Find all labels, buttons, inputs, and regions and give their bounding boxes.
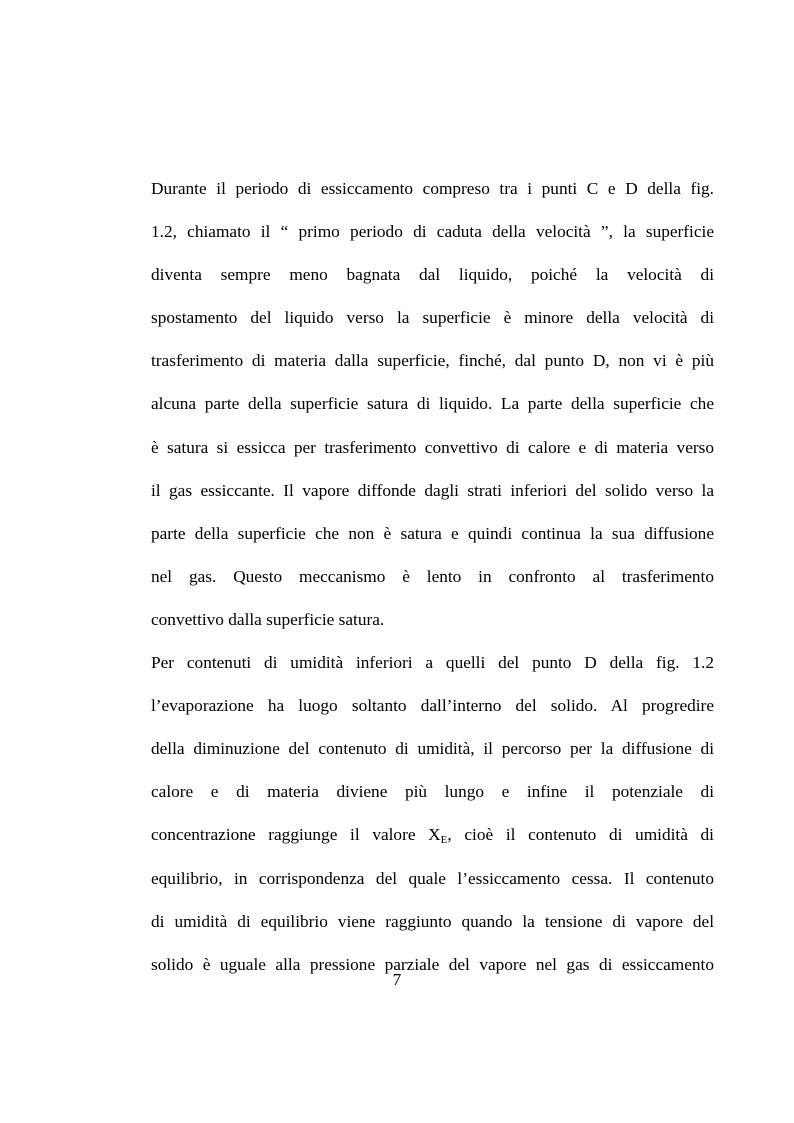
text-line: il gas essiccante. Il vapore diffonde dagli strati inferiori del solido verso la: [151, 480, 714, 500]
text-line: parte della superficie che non è satura e quindi continua la sua diffusione: [151, 523, 714, 543]
text-line: equilibrio, in corrispondenza del quale l’essiccamento cessa. Il contenuto: [151, 868, 714, 888]
text-line: diventa sempre meno bagnata dal liquido, poiché la velocità di: [151, 265, 714, 285]
text-line: Durante il periodo di essiccamento compreso tra i punti C e D della fig.: [151, 179, 714, 198]
text-line-with-subscript: [151, 813, 714, 856]
text-line: Per contenuti di umidità inferiori a quelli del punto D della fig. 1.2: [151, 653, 714, 673]
page-number: 7: [392, 970, 402, 989]
text-line: alcuna parte della superficie satura di liquido. La parte della superficie che: [151, 394, 714, 414]
text-line: 1.2, chiamato il “ primo periodo di caduta della velocità ”, la superficie: [151, 222, 714, 242]
text-line: l’evaporazione ha luogo soltanto dall’interno del solido. Al progredire: [151, 696, 714, 716]
text-line: solido è uguale alla pressione parziale del vapore nel gas di essiccamento: [151, 954, 714, 974]
text-line: convettivo dalla superficie satura.: [151, 609, 385, 629]
text-line: spostamento del liquido verso la superficie è minore della velocità di: [151, 308, 714, 328]
subscript-e: E: [440, 834, 448, 847]
text-line: è satura si essicca per trasferimento convettivo di calore e di materia verso: [151, 437, 714, 457]
body-text: [151, 167, 714, 986]
text-segment: concentrazione raggiunge il valore X: [151, 825, 441, 845]
paragraph-2: [151, 641, 714, 986]
text-segment: , cioè il contenuto di umidità di: [447, 825, 714, 845]
paragraph-1: [151, 167, 714, 641]
text-line: trasferimento di materia dalla superficie, finché, dal punto D, non vi è più: [151, 351, 714, 371]
text-line: calore e di materia diviene più lungo e infine il potenziale di: [151, 782, 714, 802]
text-line: nel gas. Questo meccanismo è lento in confronto al trasferimento: [151, 566, 714, 586]
text-line: di umidità di equilibrio viene raggiunto quando la tensione di vapore del: [151, 911, 714, 931]
text-line: della diminuzione del contenuto di umidità, il percorso per la diffusione di: [151, 739, 714, 759]
